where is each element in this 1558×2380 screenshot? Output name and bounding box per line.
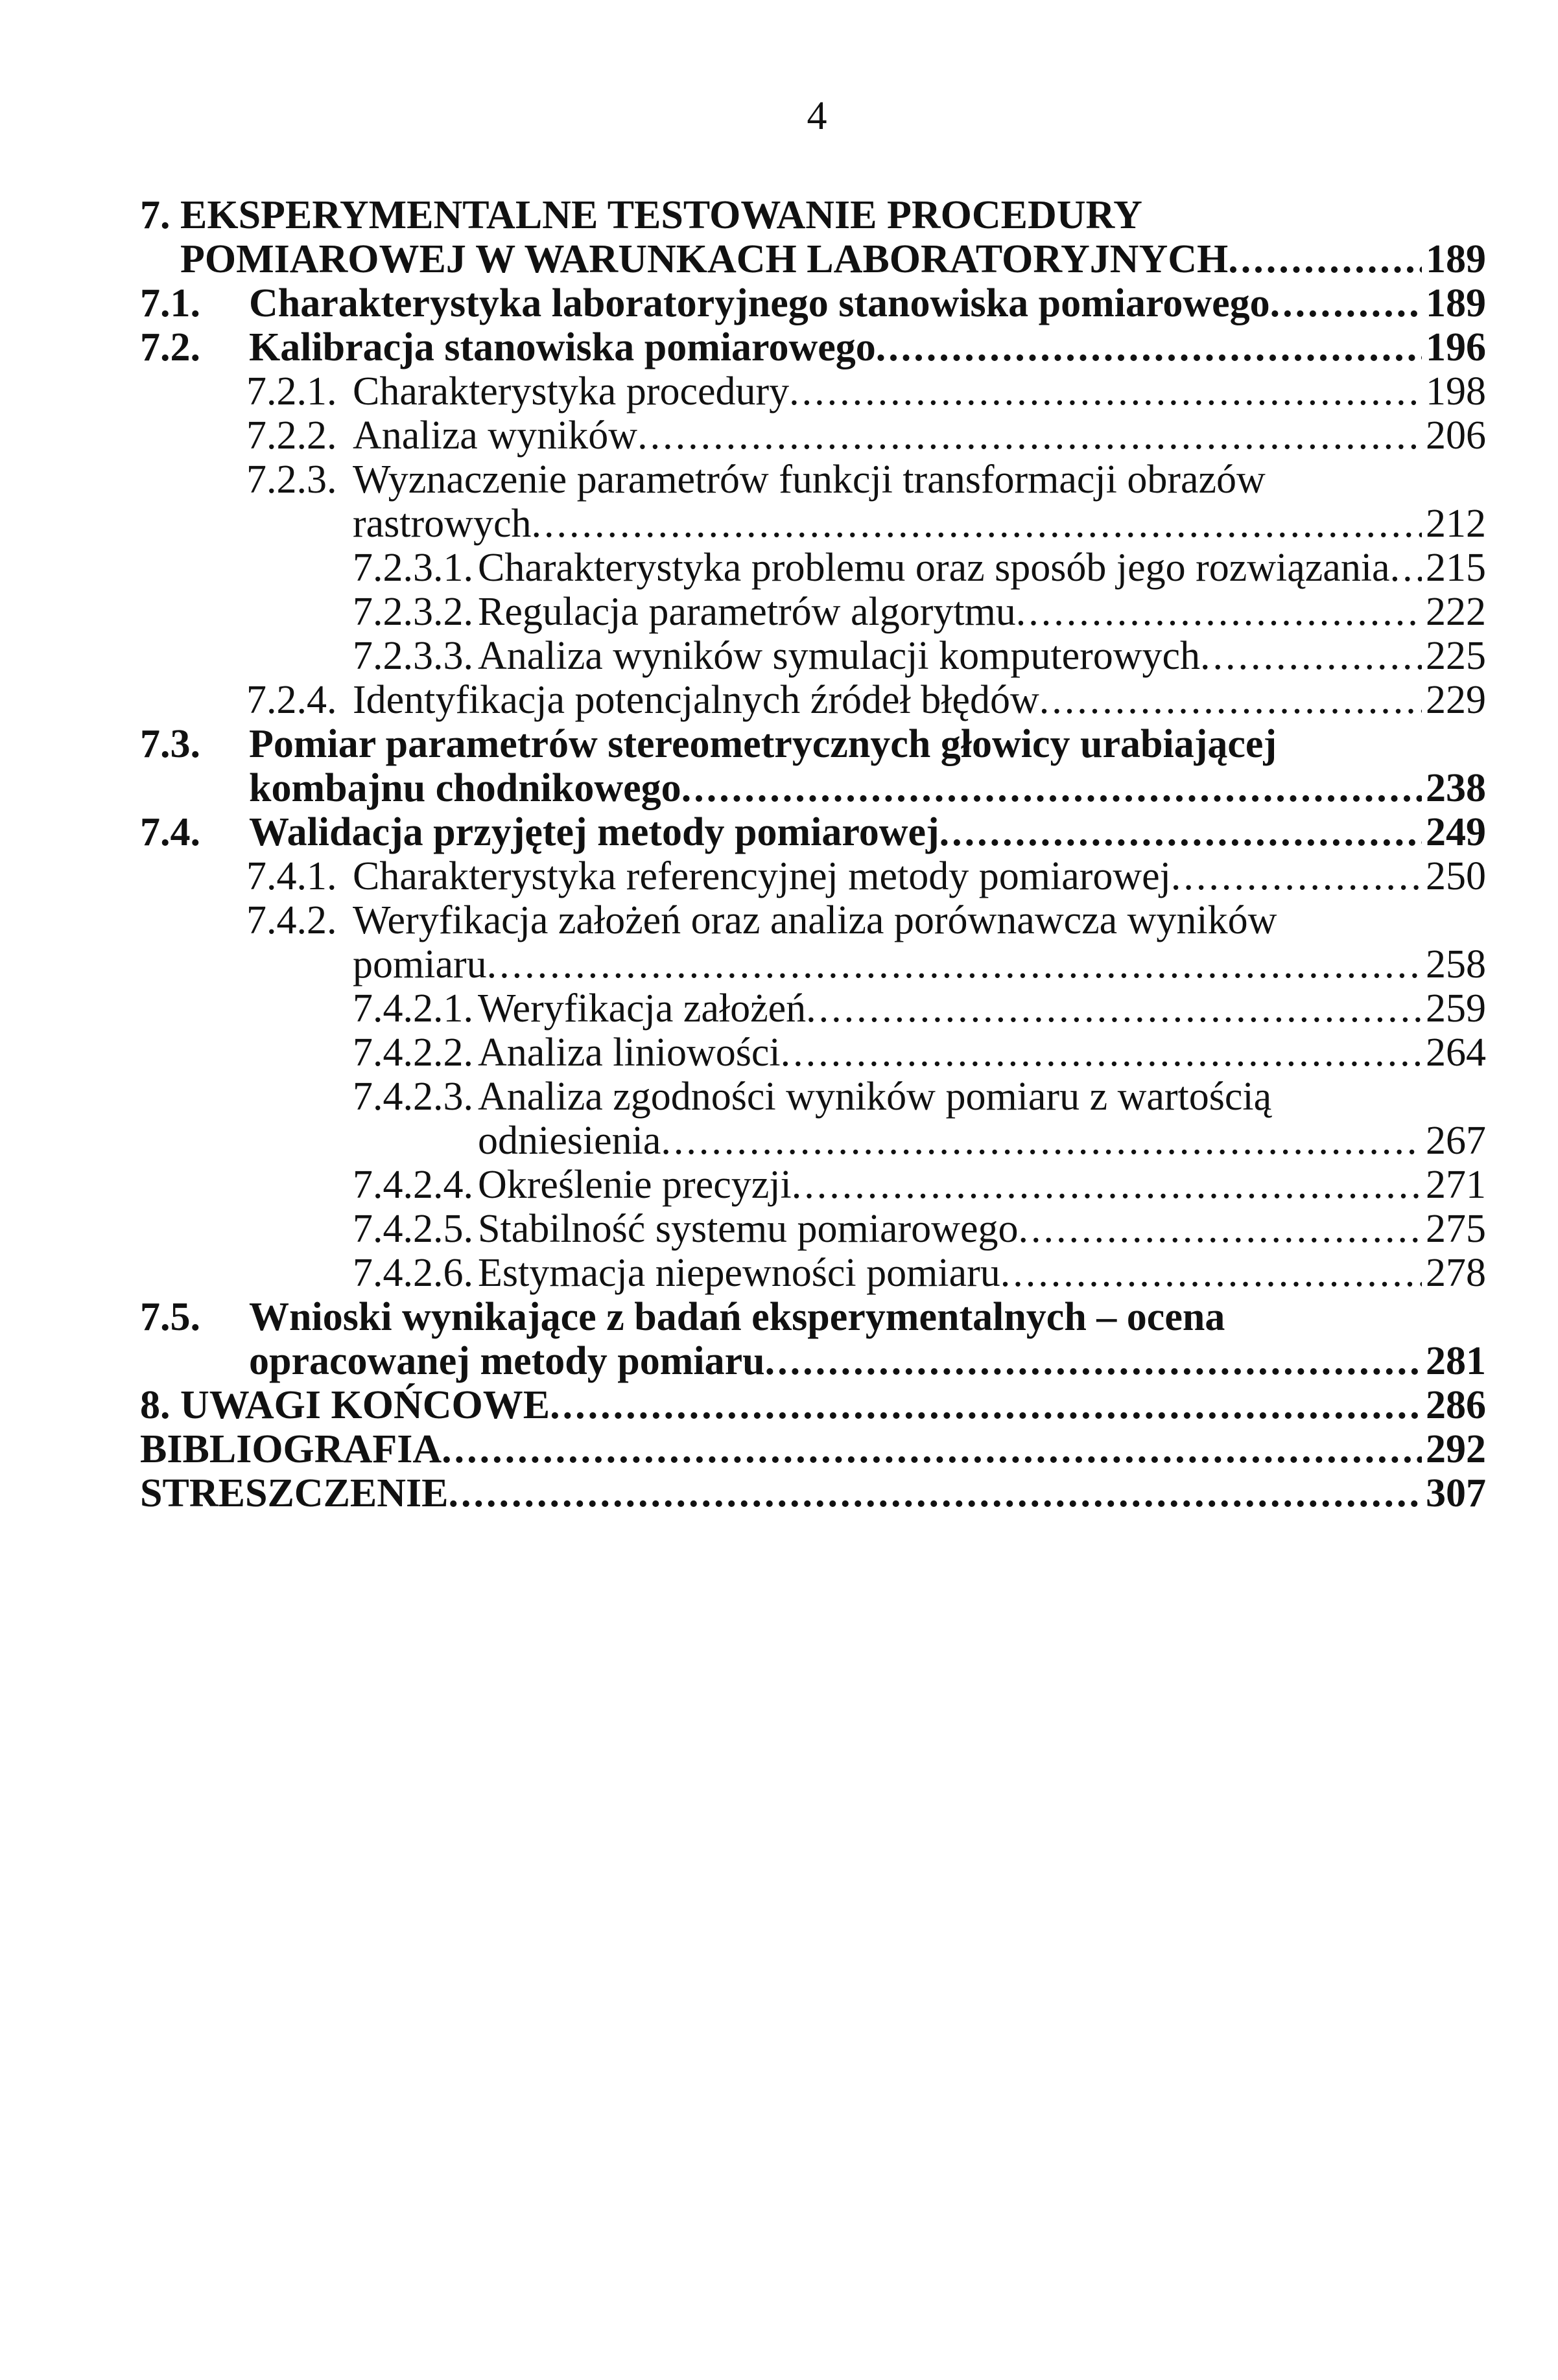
toc-entry-page: 259 (1426, 986, 1486, 1031)
toc-entry (140, 1471, 1486, 1515)
table-of-contents (140, 193, 1486, 1515)
toc-entry (140, 678, 1486, 722)
toc-entry-number: 7.4.2.2. (353, 1031, 473, 1075)
toc-entry (140, 1207, 1486, 1251)
toc-entry-title: UWAGI KOŃCOWE (180, 1383, 550, 1427)
toc-entry-page: 212 (1426, 502, 1486, 546)
toc-entry-title: Wyznaczenie parametrów funkcji transformacji obrazów (353, 458, 1266, 502)
toc-entry-title: Identyfikacja potencjalnych źródeł błędów (353, 678, 1039, 722)
toc-entry-title: Weryfikacja założeń (478, 986, 807, 1031)
toc-entry-number: 8. (140, 1383, 171, 1427)
dot-leader (661, 1119, 1422, 1163)
toc-entry (140, 1295, 1486, 1339)
dot-leader (442, 1427, 1422, 1471)
toc-entry-title: POMIAROWEJ W WARUNKACH LABORATORYJNYCH (180, 237, 1229, 281)
toc-entry (140, 854, 1486, 898)
toc-entry-line (249, 281, 1486, 325)
toc-entry-line (353, 414, 1486, 458)
toc-entry-page: 286 (1426, 1383, 1486, 1427)
toc-entry-line (478, 986, 1486, 1031)
toc-entry (140, 458, 1486, 502)
toc-entry-title: Analiza liniowości (478, 1031, 781, 1075)
toc-entry (140, 810, 1486, 854)
toc-entry-page: 249 (1426, 810, 1486, 854)
dot-leader (806, 986, 1422, 1031)
toc-entry-number: 7.2.3. (246, 458, 337, 502)
toc-entry (140, 193, 1486, 237)
toc-entry-line (353, 502, 1486, 546)
toc-entry (140, 1251, 1486, 1295)
toc-entry-title: odniesienia (478, 1119, 661, 1163)
toc-entry-number: 7.2.1. (246, 369, 337, 414)
toc-entry-line (478, 1119, 1486, 1163)
toc-entry-page: 189 (1426, 281, 1486, 325)
toc-entry-title: Weryfikacja założeń oraz analiza porównawcza wyników (353, 898, 1277, 942)
toc-entry-number: 7.4. (140, 810, 200, 854)
toc-entry (140, 722, 1486, 766)
dot-leader (1228, 237, 1422, 281)
dot-leader (1171, 854, 1422, 898)
toc-entry-line (140, 1427, 1486, 1471)
toc-entry-page: 281 (1426, 1339, 1486, 1383)
toc-entry-line (140, 1471, 1486, 1515)
toc-entry-page: 275 (1426, 1207, 1486, 1251)
toc-entry-line (353, 942, 1486, 986)
toc-entry-line (353, 678, 1486, 722)
dot-leader (1270, 281, 1422, 325)
toc-entry-number: 7.2.3.1. (353, 546, 473, 590)
toc-entry-number: 7.5. (140, 1295, 200, 1339)
toc-entry-number: 7.4.2.5. (353, 1207, 473, 1251)
toc-entry-number: 7.4.2.4. (353, 1163, 473, 1207)
toc-entry-number: 7.4.2. (246, 898, 337, 942)
dot-leader (1200, 634, 1422, 678)
toc-entry-title: Analiza zgodności wyników pomiaru z wartością (478, 1075, 1272, 1119)
toc-entry-line (478, 1031, 1486, 1075)
toc-entry-page: 225 (1426, 634, 1486, 678)
toc-entry-title: Wnioski wynikające z badań eksperymentalnych – ocena (249, 1295, 1225, 1339)
toc-entry-line (249, 1295, 1225, 1339)
toc-entry-title: Pomiar parametrów stereometrycznych głowicy urabiającej (249, 722, 1277, 766)
toc-entry-page: 198 (1426, 369, 1486, 414)
dot-leader (449, 1471, 1422, 1515)
toc-entry (140, 1339, 1486, 1383)
dot-leader (1390, 546, 1422, 590)
toc-entry-page: 222 (1426, 590, 1486, 634)
toc-entry-line (353, 898, 1277, 942)
toc-entry-title: Kalibracja stanowiska pomiarowego (249, 325, 876, 369)
toc-entry-title: kombajnu chodnikowego (249, 766, 681, 810)
toc-entry-line (478, 1163, 1486, 1207)
dot-leader (765, 1339, 1422, 1383)
toc-entry (140, 590, 1486, 634)
dot-leader (1000, 1251, 1422, 1295)
toc-entry-number: 7.2.4. (246, 678, 337, 722)
toc-entry-line (478, 1207, 1486, 1251)
toc-entry-title: Walidacja przyjętej metody pomiarowej (249, 810, 939, 854)
toc-entry-title: EKSPERYMENTALNE TESTOWANIE PROCEDURY (180, 193, 1142, 237)
toc-entry (140, 766, 1486, 810)
toc-entry-line (478, 590, 1486, 634)
toc-entry-line (478, 634, 1486, 678)
toc-entry-line (353, 369, 1486, 414)
toc-entry-line (249, 810, 1486, 854)
toc-entry (140, 502, 1486, 546)
toc-entry-title: opracowanej metody pomiaru (249, 1339, 765, 1383)
dot-leader (789, 369, 1422, 414)
toc-entry-title: Charakterystyka problemu oraz sposób jego rozwiązania (478, 546, 1390, 590)
page-number: 4 (807, 94, 827, 138)
toc-entry-page: 278 (1426, 1251, 1486, 1295)
dot-leader (487, 942, 1422, 986)
toc-entry-title: Estymacja niepewności pomiaru (478, 1251, 1000, 1295)
toc-entry (140, 414, 1486, 458)
toc-entry-line (180, 193, 1142, 237)
toc-entry-page: 238 (1426, 766, 1486, 810)
dot-leader (637, 414, 1422, 458)
toc-entry-page: 206 (1426, 414, 1486, 458)
toc-entry (140, 1031, 1486, 1075)
dot-leader (939, 810, 1422, 854)
toc-entry-page: 292 (1426, 1427, 1486, 1471)
toc-entry (140, 634, 1486, 678)
dot-leader (1018, 1207, 1422, 1251)
toc-entry (140, 369, 1486, 414)
toc-entry-line (353, 458, 1266, 502)
toc-entry (140, 1427, 1486, 1471)
dot-leader (681, 766, 1422, 810)
toc-entry-page: 264 (1426, 1031, 1486, 1075)
toc-entry-title: Charakterystyka procedury (353, 369, 790, 414)
toc-entry-page: 196 (1426, 325, 1486, 369)
toc-entry (140, 325, 1486, 369)
toc-entry-page: 267 (1426, 1119, 1486, 1163)
toc-entry-number: 7. (140, 193, 171, 237)
toc-entry-page: 189 (1426, 237, 1486, 281)
toc-entry-title: Analiza wyników symulacji komputerowych (478, 634, 1201, 678)
toc-entry-page: 271 (1426, 1163, 1486, 1207)
toc-entry-title: STRESZCZENIE (140, 1471, 449, 1515)
toc-entry-line (249, 722, 1277, 766)
toc-entry-number: 7.4.1. (246, 854, 337, 898)
toc-entry-line (353, 854, 1486, 898)
toc-entry-title: BIBLIOGRAFIA (140, 1427, 442, 1471)
toc-entry-page: 215 (1426, 546, 1486, 590)
toc-entry-title: Stabilność systemu pomiarowego (478, 1207, 1019, 1251)
toc-entry-page: 258 (1426, 942, 1486, 986)
toc-entry-title: Charakterystyka referencyjnej metody pomiarowej (353, 854, 1171, 898)
toc-entry-line (249, 766, 1486, 810)
toc-entry-number: 7.2.3.3. (353, 634, 473, 678)
toc-entry-line (180, 1383, 1486, 1427)
toc-entry-line (249, 1339, 1486, 1383)
toc-entry-title: Określenie precyzji (478, 1163, 792, 1207)
toc-entry-line (478, 1075, 1271, 1119)
toc-entry-line (180, 237, 1486, 281)
dot-leader (550, 1383, 1422, 1427)
toc-entry-title: Regulacja parametrów algorytmu (478, 590, 1016, 634)
toc-entry-number: 7.3. (140, 722, 200, 766)
dot-leader (876, 325, 1422, 369)
dot-leader (781, 1031, 1422, 1075)
toc-entry (140, 546, 1486, 590)
toc-entry-number: 7.4.2.3. (353, 1075, 473, 1119)
dot-leader (531, 502, 1422, 546)
toc-entry-number: 7.2.3.2. (353, 590, 473, 634)
toc-entry-line (249, 325, 1486, 369)
dot-leader (1016, 590, 1422, 634)
toc-entry (140, 898, 1486, 942)
toc-entry-number: 7.4.2.1. (353, 986, 473, 1031)
toc-entry-number: 7.2. (140, 325, 200, 369)
toc-entry-line (478, 546, 1486, 590)
dot-leader (792, 1163, 1422, 1207)
toc-entry-line (478, 1251, 1486, 1295)
dot-leader (1039, 678, 1422, 722)
toc-entry-number: 7.1. (140, 281, 200, 325)
toc-entry (140, 1383, 1486, 1427)
toc-entry-title: rastrowych (353, 502, 532, 546)
toc-entry-page: 307 (1426, 1471, 1486, 1515)
toc-entry (140, 281, 1486, 325)
toc-entry-title: Analiza wyników (353, 414, 638, 458)
toc-entry (140, 942, 1486, 986)
toc-entry-title: Charakterystyka laboratoryjnego stanowiska pomiarowego (249, 281, 1270, 325)
toc-entry (140, 237, 1486, 281)
toc-entry (140, 1075, 1486, 1119)
toc-entry (140, 986, 1486, 1031)
toc-entry-page: 229 (1426, 678, 1486, 722)
toc-entry (140, 1119, 1486, 1163)
toc-entry-number: 7.2.2. (246, 414, 337, 458)
toc-entry-number: 7.4.2.6. (353, 1251, 473, 1295)
toc-entry (140, 1163, 1486, 1207)
toc-entry-title: pomiaru (353, 942, 487, 986)
toc-entry-page: 250 (1426, 854, 1486, 898)
